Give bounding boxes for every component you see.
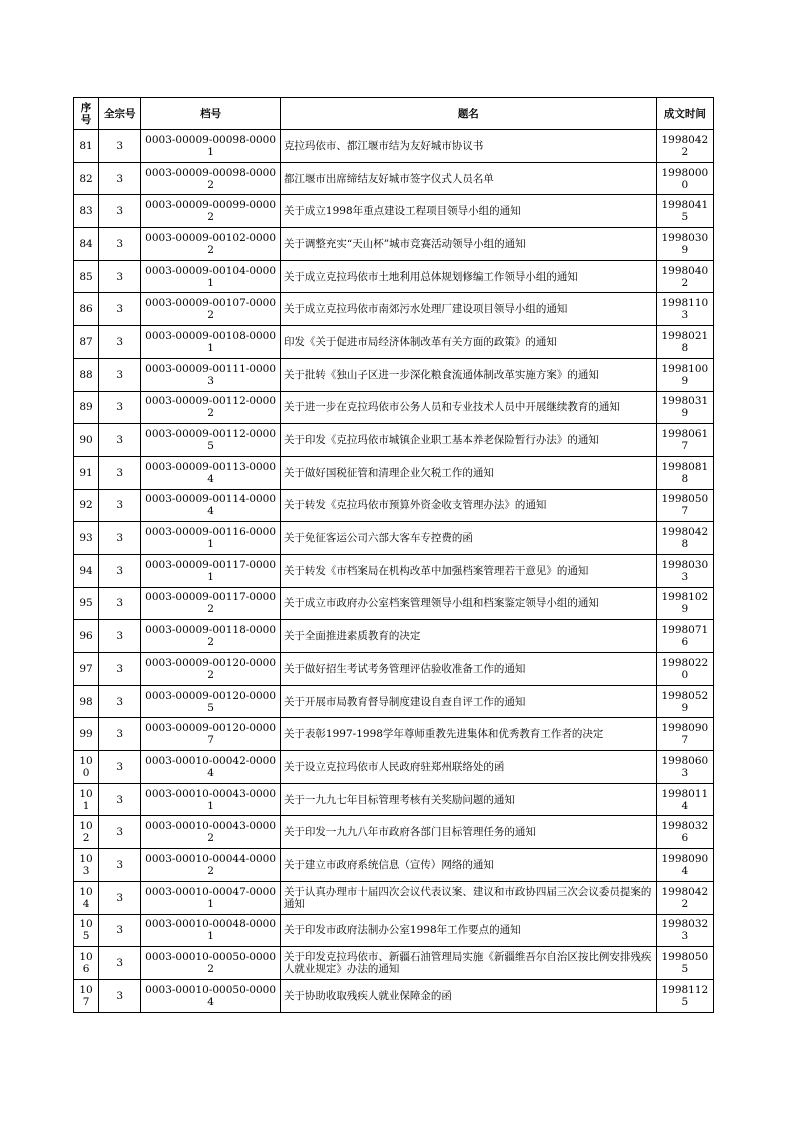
table-row (74, 162, 714, 195)
cell-fonds: 3 (99, 326, 141, 359)
cell-file-no: 0003-00009-00099-00002 (141, 195, 281, 228)
header-row (74, 98, 714, 130)
cell-fonds: 3 (99, 816, 141, 849)
table-row (74, 358, 714, 391)
cell-file-no: 0003-00009-00120-00002 (141, 653, 281, 686)
cell-title: 关于印发克拉玛依市、新疆石油管理局实施《新疆维吾尔自治区按比例安排残疾人就业规定》办法的通知 (280, 947, 656, 980)
archive-records-table (73, 97, 714, 1013)
cell-file-no: 0003-00009-00116-00001 (141, 522, 281, 555)
table-row (74, 947, 714, 980)
cell-seq: 91 (74, 456, 99, 489)
cell-date: 19980716 (656, 620, 713, 653)
table-row (74, 914, 714, 947)
cell-title: 都江堰市出席缔结友好城市签字仪式人员名单 (280, 162, 656, 195)
cell-date: 19981009 (656, 358, 713, 391)
cell-fonds: 3 (99, 718, 141, 751)
cell-title: 关于转发《市档案局在机构改革中加强档案管理若干意见》的通知 (280, 554, 656, 587)
cell-title: 关于印发《克拉玛依市城镇企业职工基本养老保险暂行办法》的通知 (280, 424, 656, 457)
cell-date: 19980309 (656, 228, 713, 261)
cell-date: 19980218 (656, 326, 713, 359)
cell-seq: 97 (74, 653, 99, 686)
cell-date: 19980818 (656, 456, 713, 489)
cell-fonds: 3 (99, 947, 141, 980)
cell-seq: 102 (74, 816, 99, 849)
cell-file-no: 0003-00009-00117-00001 (141, 554, 281, 587)
cell-file-no: 0003-00010-00050-00004 (141, 979, 281, 1012)
table-row (74, 456, 714, 489)
cell-file-no: 0003-00010-00043-00001 (141, 783, 281, 816)
cell-date: 19980319 (656, 391, 713, 424)
document-page (73, 97, 714, 1013)
cell-file-no: 0003-00009-00102-00002 (141, 228, 281, 261)
cell-file-no: 0003-00009-00111-00003 (141, 358, 281, 391)
cell-title: 关于免征客运公司六部大客车专控费的函 (280, 522, 656, 555)
cell-fonds: 3 (99, 228, 141, 261)
cell-seq: 83 (74, 195, 99, 228)
cell-date: 19981103 (656, 293, 713, 326)
cell-fonds: 3 (99, 260, 141, 293)
cell-title: 关于做好国税征管和清理企业欠税工作的通知 (280, 456, 656, 489)
cell-seq: 96 (74, 620, 99, 653)
cell-title: 关于设立克拉玛依市人民政府驻郑州联络处的函 (280, 751, 656, 784)
cell-file-no: 0003-00009-00120-00005 (141, 685, 281, 718)
cell-seq: 81 (74, 130, 99, 163)
cell-seq: 100 (74, 751, 99, 784)
cell-fonds: 3 (99, 653, 141, 686)
cell-file-no: 0003-00009-00112-00005 (141, 424, 281, 457)
cell-seq: 85 (74, 260, 99, 293)
cell-title: 关于批转《独山子区进一步深化粮食流通体制改革实施方案》的通知 (280, 358, 656, 391)
cell-seq: 86 (74, 293, 99, 326)
cell-fonds: 3 (99, 914, 141, 947)
cell-fonds: 3 (99, 489, 141, 522)
cell-date: 19980603 (656, 751, 713, 784)
cell-date: 19980415 (656, 195, 713, 228)
cell-date: 19980904 (656, 849, 713, 882)
cell-file-no: 0003-00009-00107-00002 (141, 293, 281, 326)
table-row (74, 195, 714, 228)
cell-date: 19980402 (656, 260, 713, 293)
cell-fonds: 3 (99, 554, 141, 587)
table-row (74, 424, 714, 457)
cell-date: 19980428 (656, 522, 713, 555)
cell-date: 19980422 (656, 130, 713, 163)
cell-fonds: 3 (99, 456, 141, 489)
cell-seq: 104 (74, 881, 99, 914)
cell-fonds: 3 (99, 783, 141, 816)
table-row (74, 751, 714, 784)
cell-file-no: 0003-00009-00118-00002 (141, 620, 281, 653)
cell-fonds: 3 (99, 849, 141, 882)
cell-fonds: 3 (99, 130, 141, 163)
cell-title: 关于表彰1997-1998学年尊师重教先进集体和优秀教育工作者的决定 (280, 718, 656, 751)
cell-seq: 105 (74, 914, 99, 947)
cell-fonds: 3 (99, 424, 141, 457)
cell-title: 关于认真办理市十届四次会议代表议案、建议和市政协四届三次会议委员提案的通知 (280, 881, 656, 914)
table-row (74, 326, 714, 359)
table-row (74, 391, 714, 424)
cell-file-no: 0003-00009-00098-00001 (141, 130, 281, 163)
cell-file-no: 0003-00010-00050-00002 (141, 947, 281, 980)
cell-seq: 93 (74, 522, 99, 555)
cell-title: 关于转发《克拉玛依市预算外资金收支管理办法》的通知 (280, 489, 656, 522)
cell-file-no: 0003-00009-00098-00002 (141, 162, 281, 195)
cell-fonds: 3 (99, 979, 141, 1012)
cell-title: 关于成立1998年重点建设工程项目领导小组的通知 (280, 195, 656, 228)
table-row (74, 816, 714, 849)
table-row (74, 979, 714, 1012)
table-row (74, 718, 714, 751)
cell-seq: 99 (74, 718, 99, 751)
cell-fonds: 3 (99, 751, 141, 784)
table-row (74, 554, 714, 587)
cell-date: 19980323 (656, 914, 713, 947)
cell-file-no: 0003-00009-00117-00002 (141, 587, 281, 620)
cell-title: 关于做好招生考试考务管理评估验收准备工作的通知 (280, 653, 656, 686)
cell-title: 关于印发一九九八年市政府各部门目标管理任务的通知 (280, 816, 656, 849)
cell-file-no: 0003-00009-00114-00004 (141, 489, 281, 522)
cell-title: 关于调整充实“天山杯”城市竞赛活动领导小组的通知 (280, 228, 656, 261)
cell-file-no: 0003-00010-00042-00004 (141, 751, 281, 784)
cell-date: 19980000 (656, 162, 713, 195)
table-row (74, 522, 714, 555)
table-row (74, 130, 714, 163)
cell-title: 关于成立市政府办公室档案管理领导小组和档案鉴定领导小组的通知 (280, 587, 656, 620)
cell-title: 关于建立市政府系统信息（宣传）网络的通知 (280, 849, 656, 882)
cell-seq: 87 (74, 326, 99, 359)
cell-date: 19980505 (656, 947, 713, 980)
cell-fonds: 3 (99, 391, 141, 424)
table-row (74, 260, 714, 293)
table-body (74, 130, 714, 1013)
table-row (74, 783, 714, 816)
cell-date: 19980220 (656, 653, 713, 686)
table-row (74, 653, 714, 686)
cell-file-no: 0003-00010-00043-00002 (141, 816, 281, 849)
cell-file-no: 0003-00009-00104-00001 (141, 260, 281, 293)
header-fonds: 全宗号 (99, 98, 141, 130)
cell-file-no: 0003-00009-00113-00004 (141, 456, 281, 489)
table-row (74, 489, 714, 522)
table-row (74, 587, 714, 620)
header-date: 成文时间 (656, 98, 713, 130)
cell-fonds: 3 (99, 358, 141, 391)
cell-title: 关于一九九七年目标管理考核有关奖励问题的通知 (280, 783, 656, 816)
cell-title: 关于成立克拉玛依市土地利用总体规划修编工作领导小组的通知 (280, 260, 656, 293)
cell-date: 19980114 (656, 783, 713, 816)
cell-file-no: 0003-00010-00044-00002 (141, 849, 281, 882)
cell-file-no: 0003-00010-00047-00001 (141, 881, 281, 914)
cell-date: 19980507 (656, 489, 713, 522)
cell-title: 关于进一步在克拉玛依市公务人员和专业技术人员中开展继续教育的通知 (280, 391, 656, 424)
cell-seq: 103 (74, 849, 99, 882)
cell-seq: 94 (74, 554, 99, 587)
cell-date: 19980907 (656, 718, 713, 751)
cell-file-no: 0003-00009-00108-00001 (141, 326, 281, 359)
table-row (74, 620, 714, 653)
cell-date: 19980422 (656, 881, 713, 914)
cell-fonds: 3 (99, 522, 141, 555)
cell-fonds: 3 (99, 293, 141, 326)
cell-fonds: 3 (99, 620, 141, 653)
cell-seq: 90 (74, 424, 99, 457)
cell-seq: 95 (74, 587, 99, 620)
cell-date: 19981125 (656, 979, 713, 1012)
table-row (74, 849, 714, 882)
cell-title: 关于协助收取残疾人就业保障金的函 (280, 979, 656, 1012)
table-row (74, 685, 714, 718)
header-seq: 序号 (74, 98, 99, 130)
table-row (74, 881, 714, 914)
cell-title: 关于全面推进素质教育的决定 (280, 620, 656, 653)
cell-seq: 98 (74, 685, 99, 718)
table-row (74, 228, 714, 261)
cell-date: 19980326 (656, 816, 713, 849)
cell-file-no: 0003-00010-00048-00001 (141, 914, 281, 947)
cell-fonds: 3 (99, 881, 141, 914)
cell-fonds: 3 (99, 195, 141, 228)
cell-seq: 89 (74, 391, 99, 424)
cell-fonds: 3 (99, 685, 141, 718)
cell-date: 19980303 (656, 554, 713, 587)
table-header (74, 98, 714, 130)
cell-date: 19981029 (656, 587, 713, 620)
cell-title: 关于印发市政府法制办公室1998年工作要点的通知 (280, 914, 656, 947)
cell-date: 19980617 (656, 424, 713, 457)
cell-fonds: 3 (99, 587, 141, 620)
cell-file-no: 0003-00009-00120-00007 (141, 718, 281, 751)
header-file-no: 档号 (141, 98, 281, 130)
cell-date: 19980529 (656, 685, 713, 718)
cell-seq: 107 (74, 979, 99, 1012)
cell-title: 关于成立克拉玛依市南郊污水处理厂建设项目领导小组的通知 (280, 293, 656, 326)
cell-seq: 106 (74, 947, 99, 980)
cell-file-no: 0003-00009-00112-00002 (141, 391, 281, 424)
table-row (74, 293, 714, 326)
cell-seq: 92 (74, 489, 99, 522)
cell-title: 克拉玛依市、都江堰市结为友好城市协议书 (280, 130, 656, 163)
cell-title: 关于开展市局教育督导制度建设自查自评工作的通知 (280, 685, 656, 718)
cell-title: 印发《关于促进市局经济体制改革有关方面的政策》的通知 (280, 326, 656, 359)
cell-seq: 82 (74, 162, 99, 195)
cell-seq: 84 (74, 228, 99, 261)
cell-seq: 88 (74, 358, 99, 391)
header-title: 题名 (280, 98, 656, 130)
cell-seq: 101 (74, 783, 99, 816)
cell-fonds: 3 (99, 162, 141, 195)
